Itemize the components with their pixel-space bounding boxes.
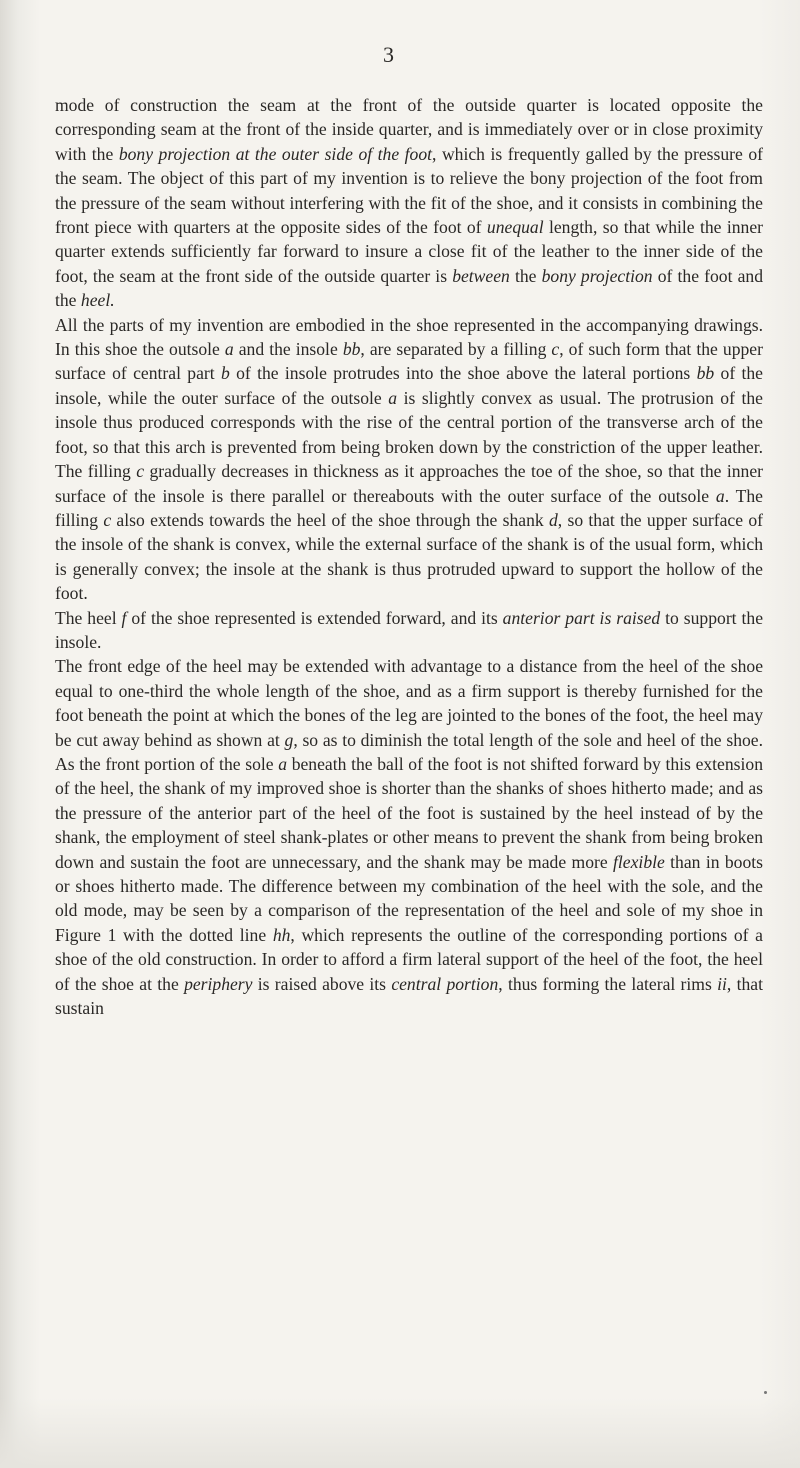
text-run: is raised above its <box>252 973 392 994</box>
text-run: to support the insole. <box>55 607 764 652</box>
text-run: of the insole protrudes into the shoe above the lateral portions <box>229 363 697 384</box>
italic-run: anterior part is raised <box>502 607 661 628</box>
text-run: of the shoe represented is extended forward, and its <box>126 607 503 628</box>
text-run: mode of construction the seam at the front of the outside quarter is located opposite the corresponding seam at the front of the inside quarter, and is immediately over or in close proximity with the <box>55 95 763 164</box>
italic-run: bony projection at the outer side of the foot <box>118 143 433 164</box>
text-run: gradually decreases in thickness as it approaches the toe of the shoe, so that the inner surface of the insole is there parallel or thereabouts with the outer surface of the outsole <box>55 461 764 506</box>
paragraph-4 <box>55 654 763 1020</box>
italic-run: periphery <box>184 973 253 994</box>
italic-run: bb <box>696 363 715 384</box>
text-run: than in boots or shoes hitherto made. The difference between my combination of the heel with the sole, and the old mode, may be seen by a comparison of the representation of the heel and sole of my shoe in Figure 1 with the dotted line <box>55 851 763 945</box>
text-run: All the parts of my invention are embodied in the shoe represented in the accompanying drawings. In this shoe the outsole <box>55 314 763 360</box>
text-run: the <box>509 265 542 286</box>
text-run: , so as to diminish the total length of the sole and heel of the shoe. As the front portion of the sole <box>55 729 763 774</box>
paragraph-1 <box>55 93 763 313</box>
italic-run: a <box>224 339 234 360</box>
italic-run: between <box>452 265 510 286</box>
italic-run: c <box>136 461 145 482</box>
body-text <box>55 93 763 1020</box>
text-run: The front edge of the heel may be extended with advantage to a distance from the heel of the shoe equal to one-third the whole length of the shoe, and as a firm support is thereby furnished for the foot beneath the point at which the bones of the leg are jointed to the bones of the foot, the heel may be cut away behind as shown at <box>55 656 763 750</box>
italic-run: bony projection <box>541 265 653 286</box>
text-run: , that sustain <box>55 973 763 1019</box>
italic-run: central portion <box>391 973 499 994</box>
italic-run: c <box>551 339 560 360</box>
italic-run: ii <box>717 973 727 994</box>
text-run: The heel <box>55 607 122 628</box>
text-run: and the insole <box>233 339 343 360</box>
italic-run: heel. <box>80 290 115 311</box>
paragraph-3 <box>55 606 763 655</box>
italic-run: g <box>284 729 294 750</box>
text-run: of the foot and the <box>55 265 763 311</box>
italic-run: d <box>548 509 558 530</box>
text-run: also extends towards the heel of the shoe through the shank <box>111 509 549 530</box>
italic-run: unequal <box>486 217 544 238</box>
italic-run: a <box>388 387 398 408</box>
paragraph-2 <box>55 313 763 606</box>
italic-run: flexible <box>613 851 665 872</box>
italic-run: b <box>220 363 230 384</box>
text-run: , thus forming the lateral rims <box>498 973 718 994</box>
italic-run: c <box>103 509 112 530</box>
page-number: 3 <box>383 42 395 67</box>
text-run: beneath the ball of the foot is not shifted forward by this extension of the heel, the shank of my improved shoe is shorter than the shanks of shoes hitherto made; and as the pressure of the anterior part of the heel of the foot is sustained by the heel instead of by the shank, the employment of steel shank-plates or other means to prevent the shank from being broken down and sustain the foot are unnecessary, and the shank may be made more <box>55 753 763 872</box>
text-run: , are separated by a filling <box>360 339 552 360</box>
italic-run: bb <box>342 339 361 360</box>
italic-run: hh <box>272 924 291 945</box>
text-run: of the insole, while the outer surface of the outsole <box>55 363 763 408</box>
text-run: , of such form that the upper surface of central part <box>55 339 763 384</box>
text-run: length, so that while the inner quarter extends sufficiently far forward to insure a close fit of the leather to the inner side of the foot, the seam at the front side of the outside quarter is <box>55 217 763 286</box>
text-run: is slightly convex as usual. The protrusion of the insole thus produced corresponds with the rise of the central portion of the transverse arch of the foot, so that this arch is prevented from being broken down by the constriction of the upper leather. The filling <box>55 387 763 482</box>
text-run: , which is frequently galled by the pressure of the seam. The object of this part of my invention is to relieve the bony projection of the foot from the pressure of the seam without interfering with the fit of the shoe, and it consists in combining the front piece with quarters at the opposite sides of the foot of <box>55 143 763 238</box>
page-bottom-shade <box>0 1398 800 1468</box>
italic-run: f <box>121 607 127 628</box>
text-run: , which represents the outline of the corresponding portions of a shoe of the old construction. In order to afford a firm lateral support of the heel of the foot, the heel of the shoe at the <box>55 924 763 994</box>
text-run: , so that the upper surface of the insole of the shank is convex, while the external surface of the shank is of the usual form, which is generally convex; the insole at the shank is thus protruded upward to support the hollow of the foot. <box>55 509 764 604</box>
italic-run: a <box>278 753 288 774</box>
italic-run: a <box>715 485 725 506</box>
text-run: . The filling <box>55 485 763 530</box>
paper-speck <box>764 1391 767 1394</box>
